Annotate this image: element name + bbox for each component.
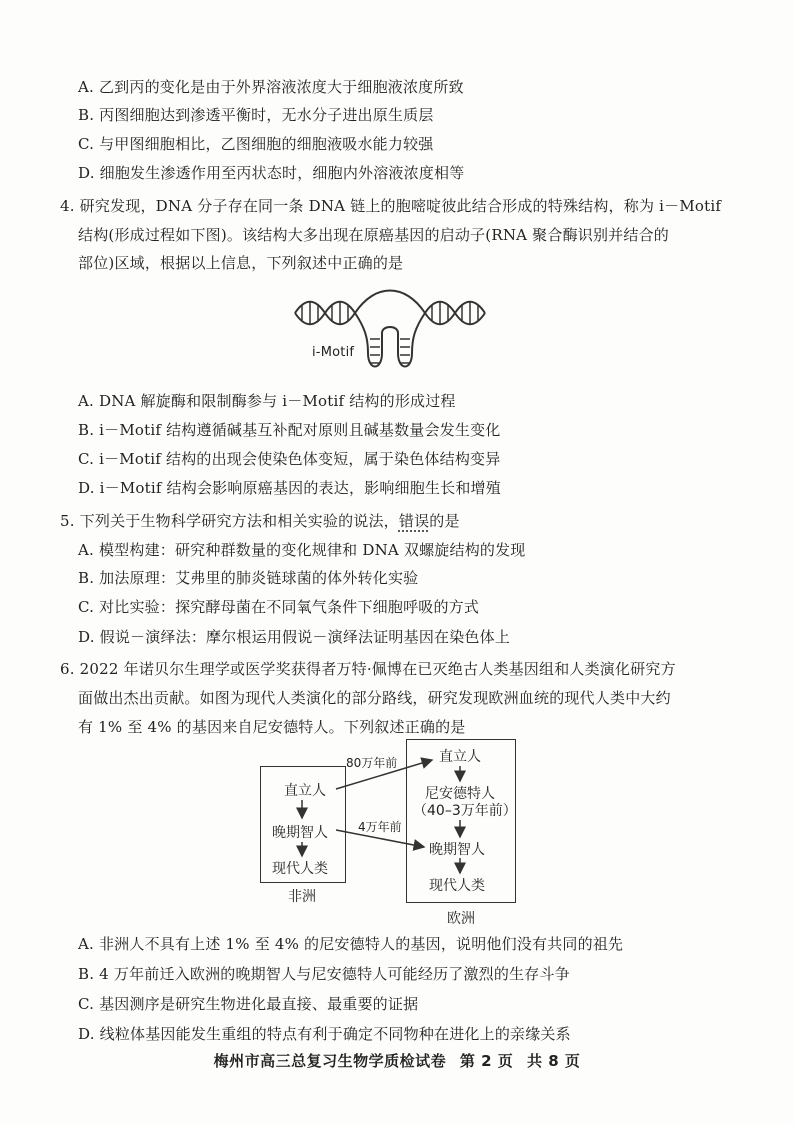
q6-option-b: B. 4 万年前迁入欧洲的晚期智人与尼安德特人可能经历了激烈的生存斗争 [78,965,570,983]
arrow-label-800k: 80万年前 [346,756,398,770]
q5-option-c: C. 对比实验：探究酵母菌在不同氧气条件下细胞呼吸的方式 [78,598,480,616]
q5-stem-text: 5. 下列关于生物科学研究方法和相关实验的说法， [60,512,399,530]
q3-option-a: A. 乙到丙的变化是由于外界溶液浓度大于细胞液浓度所致 [78,78,464,96]
footer-total: 共 8 页 [526,1052,581,1070]
q6-option-d: D. 线粒体基因能发生重组的特点有利于确定不同物种在进化上的亲缘关系 [78,1025,571,1043]
africa-homo-erectus: 直立人 [284,783,326,799]
q4-stem-line-2: 结构(形成过程如下图)。该结构大多出现在原癌基因的启动子(RNA 聚合酶识别并结合的 [78,226,669,244]
q4-option-a: A. DNA 解旋酶和限制酶参与 i－Motif 结构的形成过程 [78,392,456,410]
africa-label: 非洲 [288,889,316,905]
q6-option-a: A. 非洲人不具有上述 1% 至 4% 的尼安德特人的基因，说明他们没有共同的祖先 [78,935,624,953]
africa-modern-human: 现代人类 [272,861,328,877]
q4-option-d: D. i－Motif 结构会影响原癌基因的表达，影响细胞生长和增殖 [78,479,501,497]
q4-option-b: B. i－Motif 结构遵循碱基互补配对原则且碱基数量会发生变化 [78,421,501,439]
footer-title: 梅州市高三总复习生物学质检试卷 [213,1052,447,1070]
q5-option-d: D. 假说－演绎法：摩尔根运用假说－演绎法证明基因在染色体上 [78,628,511,646]
q6-stem-line-3: 有 1% 至 4% 的基因来自尼安德特人。下列叙述正确的是 [78,718,466,736]
africa-late-sapiens: 晚期智人 [272,825,328,841]
page-footer [0,1050,794,1071]
q4-stem-line-1: 4. 研究发现，DNA 分子存在同一条 DNA 链上的胞嘧啶彼此结合形成的特殊结构，称为 i－Motif [60,197,722,215]
europe-modern-human: 现代人类 [429,878,485,894]
i-motif-label: i-Motif [312,345,355,360]
q6-stem-line-2: 面做出杰出贡献。如图为现代人类演化的部分路线，研究发现欧洲血统的现代人类中大约 [78,689,671,707]
q6-option-c: C. 基因测序是研究生物进化最直接、最重要的证据 [78,995,419,1013]
q5-stem-tail: 的是 [429,512,460,530]
europe-label: 欧洲 [447,911,475,927]
q3-option-c: C. 与甲图细胞相比，乙图细胞的细胞液吸水能力较强 [78,135,434,153]
europe-neanderthal-date: （40–3万年前） [413,803,517,819]
q4-option-c: C. i－Motif 结构的出现会使染色体变短，属于染色体结构变异 [78,450,501,468]
q5-stem-emphasis: 错误 [398,512,430,530]
q5-option-b: B. 加法原理：艾弗里的肺炎链球菌的体外转化实验 [78,569,419,587]
q3-option-d: D. 细胞发生渗透作用至丙状态时，细胞内外溶液浓度相等 [78,164,465,182]
q4-stem-line-3: 部位)区域，根据以上信息，下列叙述中正确的是 [78,254,404,272]
footer-page: 第 2 页 [459,1052,514,1070]
arrow-label-40k: 4万年前 [358,820,402,834]
europe-late-sapiens: 晚期智人 [429,842,485,858]
q5-option-a: A. 模型构建：研究种群数量的变化规律和 DNA 双螺旋结构的发现 [78,541,526,559]
q6-stem-line-1: 6. 2022 年诺贝尔生理学或医学奖获得者万特·佩博在已灭绝古人类基因组和人类演化研究方 [60,660,676,678]
europe-homo-erectus: 直立人 [439,749,481,765]
europe-neanderthal: 尼安德特人 [425,786,495,802]
q3-option-b: B. 丙图细胞达到渗透平衡时，无水分子进出原生质层 [78,106,434,124]
